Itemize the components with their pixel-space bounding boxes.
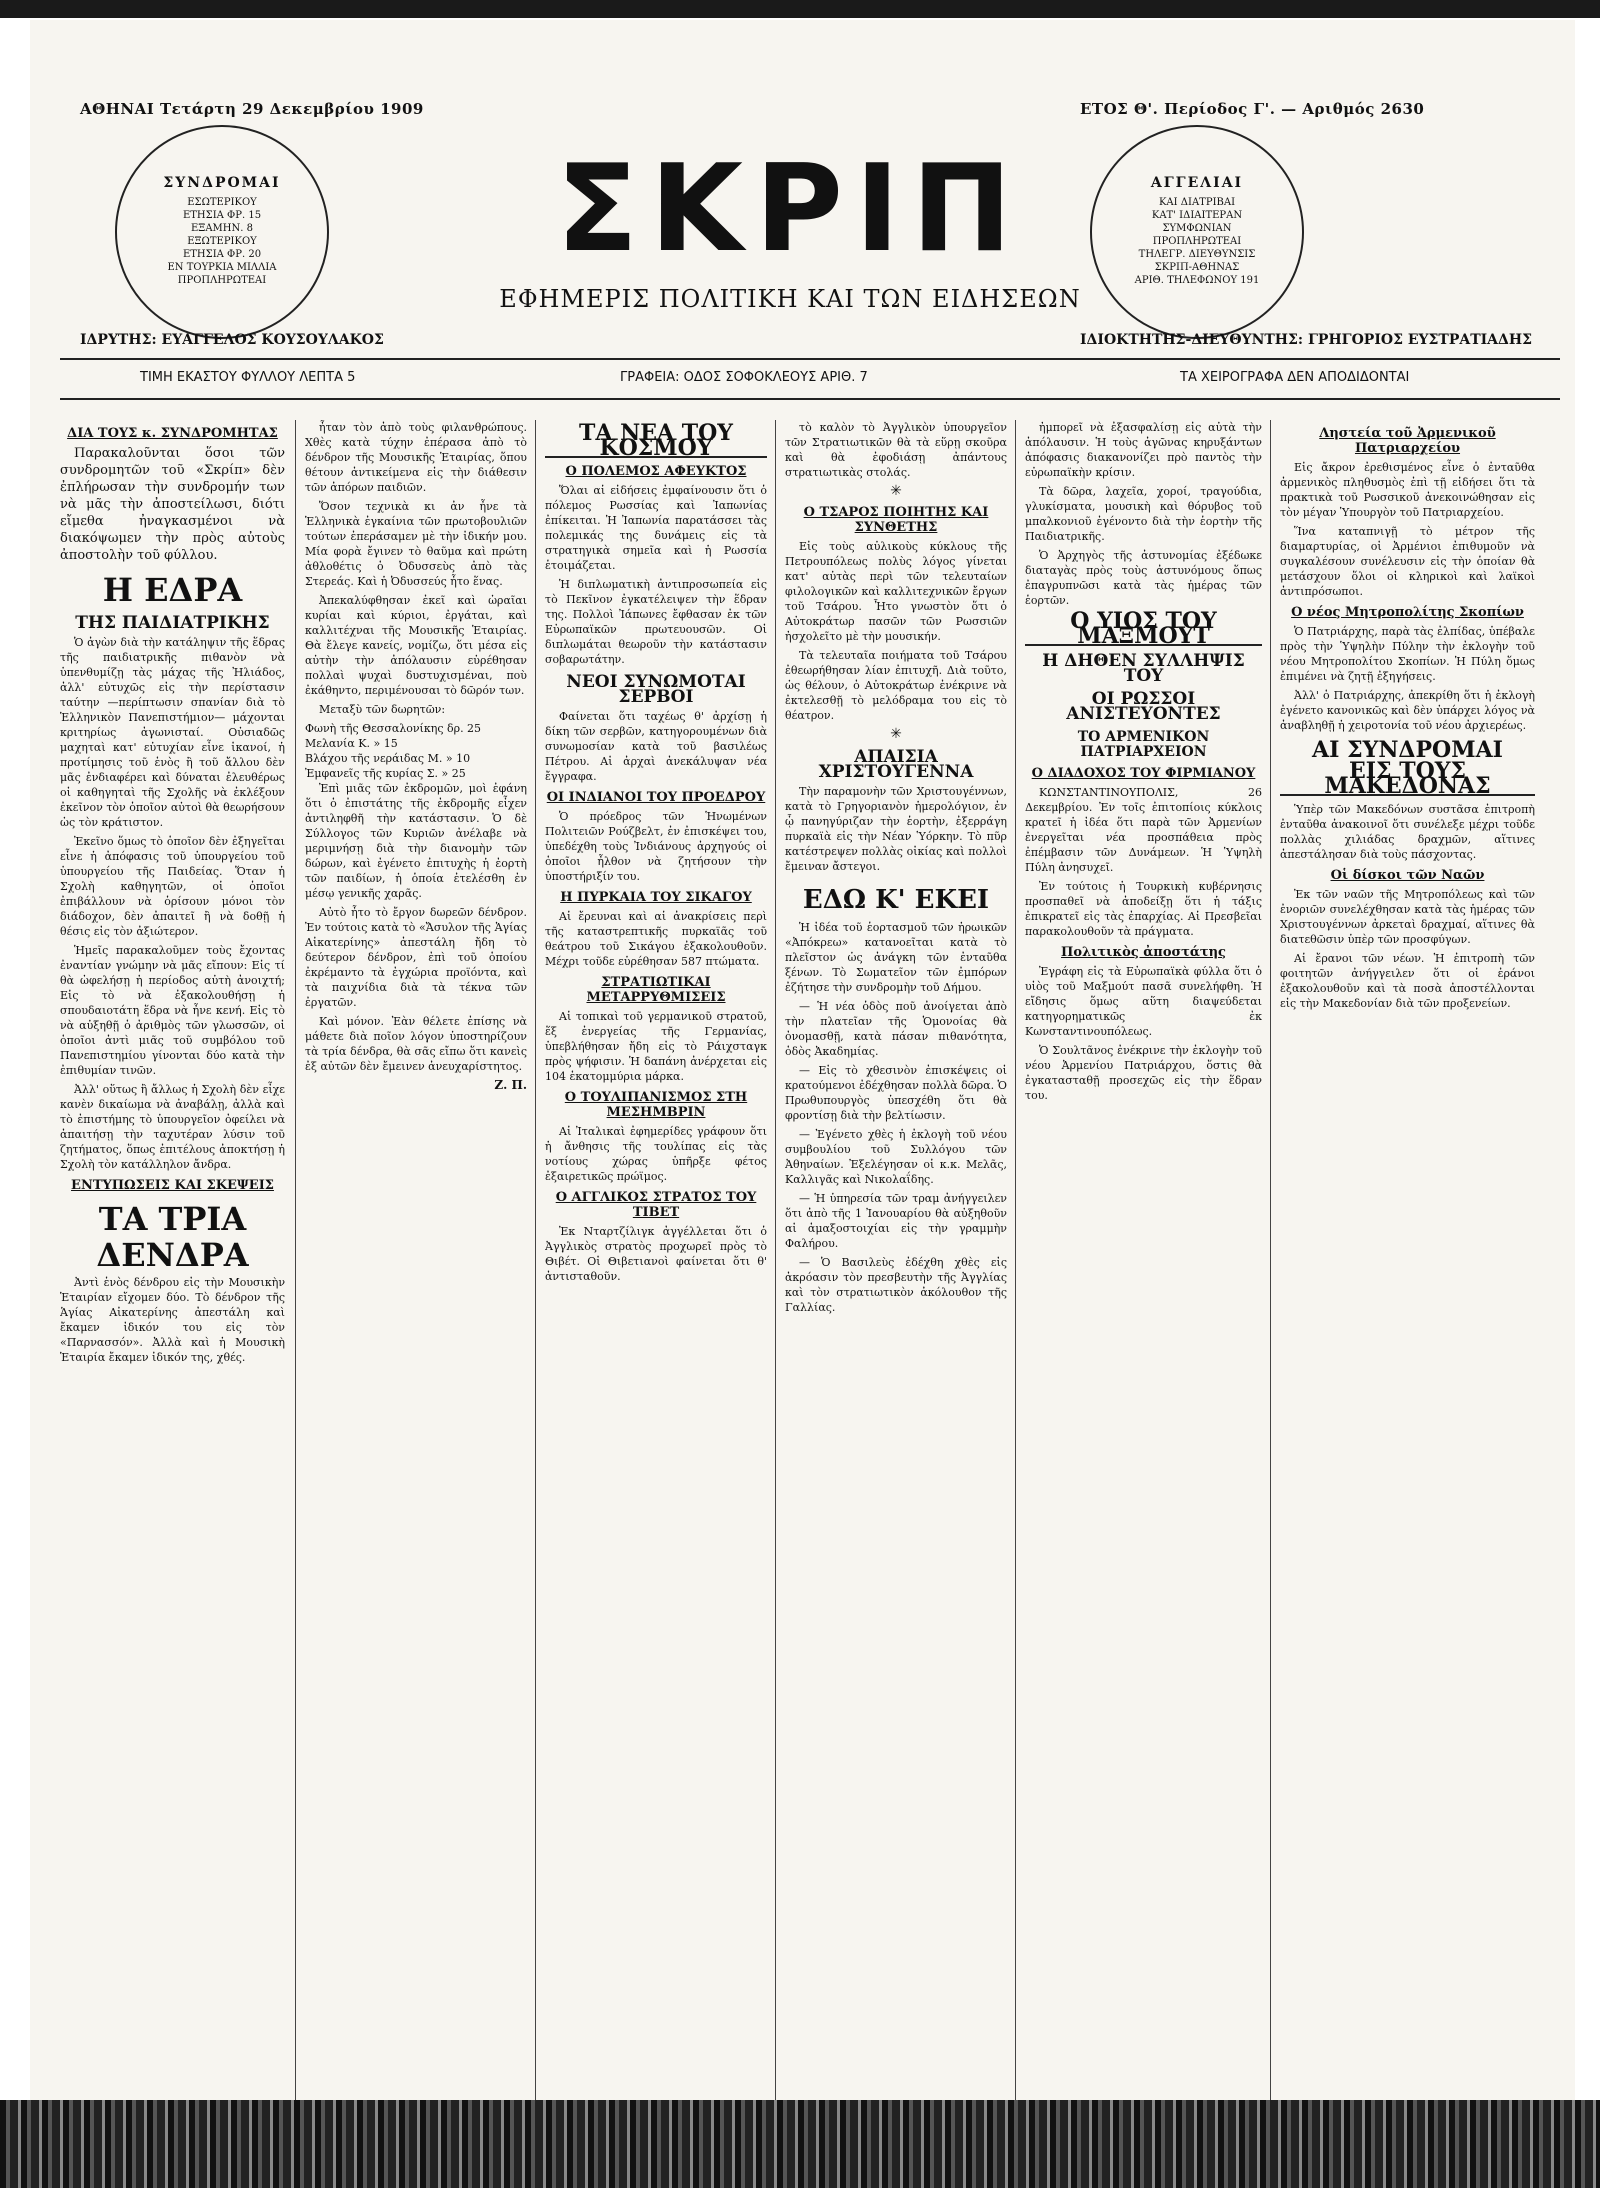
dateline: ΑΘΗΝΑΙ Τετάρτη 29 Δεκεμβρίου 1909 <box>80 100 424 118</box>
news-paragraph: τὸ καλὸν τὸ Ἀγγλικὸν ὑπουργεῖον τῶν Στρατιωτικῶν θὰ τὰ εὕρῃ σκοῦρα καὶ θὰ ἐφοδιάσῃ ἀπάντους στρατιωτικὰς στολάς. <box>785 421 1007 479</box>
feature-heading: ΕΙΣ ΤΟΥΣ ΜΑΚΕΔΟΝΑΣ <box>1280 764 1535 796</box>
notice-heading: ΔΙΑ ΤΟΥΣ κ. ΣΥΝΔΡΟΜΗΤΑΣ <box>67 426 278 441</box>
stamp-line: ΕΝ ΤΟΥΡΚΙΑ ΜΙΛΛΙΑ <box>167 262 277 273</box>
column-4 <box>785 420 1007 2100</box>
masthead-subtitle: ΕΦΗΜΕΡΙΣ ΠΟΛΙΤΙΚΗ ΚΑΙ ΤΩΝ ΕΙΔΗΣΕΩΝ <box>499 285 1081 313</box>
article-paragraph: Ἀλλ' οὕτως ἢ ἄλλως ἡ Σχολὴ δὲν εἶχε κανὲν δικαίωμα νὰ ἀναβάλῃ, ἀλλὰ καὶ τὸ ἐπιστήμης τὸ ὑπουργεῖον ὀφείλει νὰ ἀπαιτήσῃ τὴν ταχυτέραν λύσιν τοῦ ζητήματος, ὅπως ἐπιτέλους ἀποκτήσῃ ἡ Σχολὴ τὸν κατάλληλον ἄνδρα. <box>60 1083 285 1171</box>
news-heading: Ο νέος Μητροπολίτης Σκοπίων <box>1291 605 1524 620</box>
scan-edge-bottom <box>0 2100 1600 2188</box>
news-paragraph: Ἐκ Νταρτζίλιγκ ἀγγέλλεται ὅτι ὁ Ἀγγλικὸς στρατὸς προχωρεῖ πρὸς τὸ Θιβέτ. Οἱ Θιβετιανοὶ φαίνεται ὅτι θ' ἀντισταθοῦν. <box>545 1225 767 1283</box>
donor-list-item: Φωνὴ τῆς Θεσσαλονίκης δρ. 25 <box>305 722 482 735</box>
donor-list-item: Ἐμφανεῖς τῆς κυρίας Σ. » 25 <box>305 767 466 780</box>
news-paragraph: — Ὁ Βασιλεὺς ἐδέχθη χθὲς εἰς ἀκρόασιν τὸν πρεσβευτὴν τῆς Ἀγγλίας καὶ τὸν στρατιωτικὸν ἀκόλουθον τῆς Γαλλίας. <box>785 1256 1007 1314</box>
column-2 <box>305 420 527 2100</box>
news-heading: Ο ΠΟΛΕΜΟΣ ΑΦΕΥΚΤΟΣ <box>565 464 747 479</box>
news-paragraph: — Ἡ νέα ὁδὸς ποῦ ἀνοίγεται ἀπὸ τὴν πλατεῖαν τῆς Ὁμονοίας θὰ ὀνομασθῇ, κατὰ πάσαν πιθανότητα, ὁδὸς Ἀκαδημίας. <box>785 1000 1007 1058</box>
news-paragraph: Ἡ διπλωματικὴ ἀντιπροσωπεία εἰς τὸ Πεκῖνον ἐγκατέλειψεν τὴν ἕδραν της. Πολλοὶ Ἰάπωνες ἔφθασαν ἐκ τῶν Εὐρωπαϊκῶν πρωτευουσῶν. Οἱ διπλωμάται θεωροῦν τὴν κατάστασιν σοβαρωτάτην. <box>545 578 767 666</box>
stamp-line: ΕΞΑΜΗΝ. 8 <box>191 223 253 234</box>
stamp-line: ΠΡΟΠΛΗΡΩΤΕΑΙ <box>1152 236 1242 247</box>
section-heading: ΕΝΤΥΠΩΣΕΙΣ ΚΑΙ ΣΚΕΨΕΙΣ <box>71 1178 274 1193</box>
news-heading: ΟΙ ΙΝΔΙΑΝΟΙ ΤΟΥ ΠΡΟΕΔΡΟΥ <box>546 790 766 805</box>
stamp-line: ΑΡΙΘ. ΤΗΛΕΦΩΝΟΥ 191 <box>1134 275 1260 286</box>
advertising-stamp-title: ΑΓΓΕΛΙΑΙ <box>1150 175 1244 191</box>
price-line: ΤΙΜΗ ΕΚΑΣΤΟΥ ΦΥΛΛΟΥ ΛΕΠΤΑ 5 <box>140 370 356 385</box>
manuscripts-line: ΤΑ ΧΕΙΡΟΓΡΑΦΑ ΔΕΝ ΑΠΟΔΙΔΟΝΤΑΙ <box>1180 370 1410 385</box>
column-divider <box>535 420 536 2100</box>
donor-list-item: Μελανία Κ. » 15 <box>305 737 398 750</box>
column-5 <box>1025 420 1262 2100</box>
news-paragraph: Αἱ τοπικαὶ τοῦ γερμανικοῦ στρατοῦ, ἕξ ἐνεργείας τῆς Γερμανίας, ὑπεβλήθησαν ἤδη εἰς τὸ Ράιχσταγκ πρὸς ψήφισιν. Ἡ δαπάνη ἀνέρχεται εἰς 104 ἑκατομμύρια μάρκα. <box>545 1010 767 1083</box>
news-paragraph: Αἱ ἔρευναι καὶ αἱ ἀνακρίσεις περὶ τῆς καταστρεπτικῆς πυρκαϊᾶς τοῦ θεάτρου τοῦ Σικάγου ἐξακολουθοῦν. Μέχρι τοῦδε εὑρέθησαν 587 πτώματα. <box>545 910 767 968</box>
article-paragraph: Ὅσον τεχνικὰ κι ἀν ἦνε τὰ Ἑλληνικὰ ἐγκαίνια τῶν πρωτοβουλιῶν τούτων ἐπεράσαμεν μὲ τὴν ἰδικήν μου. Μία φορὰ ἔγινεν τὸ θαῦμα καὶ πρώτη ἀθλοθέτις ὁ Ὀδυσσεὺς ἀπὸ τὰς Στερεάς. Καὶ ἡ Ὀδυσσεύς ἦτο ἕνας. <box>305 500 527 588</box>
news-paragraph: Αἱ Ἰταλικαὶ ἐφημερίδες γράφουν ὅτι ἡ ἄνθησις τῆς τουλίπας εἰς τὰς νοτίους χώρας ὑπῆρξε φέτος ἐξαιρετικῶς πρώϊμος. <box>545 1125 767 1183</box>
news-heading: Ληστεία τοῦ Ἀρμενικοῦ Πατριαρχείου <box>1319 426 1496 456</box>
news-paragraph: Ἀλλ' ὁ Πατριάρχης, ἀπεκρίθη ὅτι ἡ ἐκλογὴ ἐγένετο κανονικῶς καὶ δὲν ὑπάρχει λόγος νὰ ἀναβληθῇ ἡ χειροτονία τοῦ νέου ἀρχιερέως. <box>1280 689 1535 732</box>
subscription-stamp <box>115 125 329 339</box>
stamp-line: ΚΑΤ' ΙΔΙΑΙΤΕΡΑΝ <box>1151 210 1243 221</box>
feature-heading: ΑΙ ΣΥΝΔΡΟΜΑΙ <box>1312 737 1503 763</box>
office-line: ΓΡΑΦΕΙΑ: ΟΔΟΣ ΣΟΦΟΚΛΕΟΥΣ ΑΡΙΘ. 7 <box>620 370 868 385</box>
notice-text: Παρακαλοῦνται ὅσοι τῶν συνδρομητῶν τοῦ «Σκρίπ» δὲν ἐπλήρωσαν τὴν συνδρομήν των νὰ μᾶς τὴν ἀποστείλωσι, διότι εἴμεθα ἠναγκασμένοι νὰ διακόψωμεν τὴν πρὸς αὐτοὺς ἀποστολὴν τοῦ φύλλου. <box>60 446 285 563</box>
separator-icon: ✳ <box>890 726 902 742</box>
article-paragraph: Καὶ μόνον. Ἐὰν θέλετε ἐπίσης νὰ μάθετε διὰ ποῖον λόγον ὑποστηρίζουν τὰ τρία δένδρα, θὰ σᾶς εἴπω ὅτι κανεὶς ἐξ αὐτῶν δὲν ἔμεινεν ἀνευχαρίστητος. <box>305 1015 527 1073</box>
news-paragraph: Ἵνα καταπνιγῇ τὸ μέτρον τῆς διαμαρτυρίας, οἱ Ἀρμένιοι ἐπιθυμοῦν νὰ συγκαλέσουν συνέλευσιν εἰς τὴν ὁποίαν θὰ μετάσχουν ὅλοι οἱ κληρικοὶ καὶ λαϊκοὶ ἀντιπρόσωποι. <box>1280 525 1535 598</box>
news-paragraph: Ὁ Πατριάρχης, παρὰ τὰς ἐλπίδας, ὑπέβαλε πρὸς τὴν Ὑψηλὴν Πύλην τὴν ἐκλογὴν τοῦ νέου Μητροπολίτου Σκοπίων. Ἡ Πύλη ὅμως ἐπιμένει νὰ ζητῇ ἐξηγήσεις. <box>1280 625 1535 683</box>
news-paragraph: Ὑπὲρ τῶν Μακεδόνων συστᾶσα ἐπιτροπὴ ἐνταῦθα ἀνακοινοῖ ὅτι συνέλεξε μέχρι τοῦδε πολλὰς χιλιάδας δραχμῶν, αἵτινες ἀπεστάλησαν διὰ τοὺς πάσχοντας. <box>1280 803 1535 861</box>
feature-subheading: ΟΙ ΡΩΣΣΟΙ ΑΝΙΣΤΕΥΟΝΤΕΣ <box>1066 689 1221 724</box>
feature-subheading: Η ΔΗΘΕΝ ΣΥΛΛΗΨΙΣ ΤΟΥ <box>1042 651 1245 686</box>
news-heading: ΑΠΑΙΣΙΑ ΧΡΙΣΤΟΥΓΕΝΝΑ <box>818 747 974 782</box>
column-1 <box>60 420 285 2100</box>
column-divider <box>1015 420 1016 2100</box>
news-heading: Ο ΑΓΓΛΙΚΟΣ ΣΤΡΑΤΟΣ ΤΟΥ ΤΙΒΕΤ <box>555 1190 757 1220</box>
news-heading: ΣΤΡΑΤΙΩΤΙΚΑΙ ΜΕΤΑΡΡΥΘΜΙΣΕΙΣ <box>586 975 726 1005</box>
feature-subheading: Ο ΔΙΑΔΟΧΟΣ ΤΟΥ ΦΙΡΜΙΑΝΟΥ <box>1031 766 1256 781</box>
news-paragraph: Τὰ δῶρα, λαχεῖα, χοροί, τραγούδια, γλυκίσματα, μουσικὴ καὶ θόρυβος τοῦ μπαλκονιοῦ ἐγένοντο διὰ τὴν ἑορτὴν τῆς Παιδιατρικῆς. <box>1025 485 1262 543</box>
donor-list-title: Μεταξὺ τῶν δωρητῶν: <box>319 703 446 716</box>
article-paragraph: ἦταν τὸν ἀπὸ τοὺς φιλανθρώπους. Χθὲς κατὰ τύχην ἐπέρασα ἀπὸ τὸ δένδρον τῆς Μουσικῆς Ἑταιρίας, ὅπου θέτουν ἀντικείμενα εἰς τὴν διάθεσιν τῶν ἀπόρων παιδιῶν. <box>305 421 527 494</box>
world-news-heading: ΤΑ ΝΕΑ ΤΟΥ ΚΟΣΜΟΥ <box>545 426 767 458</box>
column-6 <box>1280 420 1535 2100</box>
stamp-line: ΣΚΡΙΠ-ΑΘΗΝΑΣ <box>1154 262 1240 273</box>
header-rule-bottom <box>60 398 1560 400</box>
article-heading-trees: ΤΑ ΤΡΙΑ ΔΕΝΔΡΑ <box>96 1200 249 1274</box>
column-divider <box>775 420 776 2100</box>
news-paragraph: ἠμπορεῖ νὰ ἐξασφαλίσῃ εἰς αὐτὰ τὴν ἀπόλαυσιν. Ἡ τοὺς ἀγῶνας κηρυξάντων ἀπόφασις διακανονίζει πρὸ παντὸς τὴν εὐρωπαϊκὴν κρίσιν. <box>1025 421 1262 479</box>
feature-heading: Ο ΥΙΟΣ ΤΟΥ ΜΑΞΜΟΥΤ <box>1025 614 1262 646</box>
article-subheading: ΤΗΣ ΠΑΙΔΙΑΤΡΙΚΗΣ <box>75 613 270 633</box>
news-heading: ΝΕΟΙ ΣΥΝΩΜΟΤΑΙ ΣΕΡΒΟΙ <box>566 672 746 707</box>
article-paragraph: Ἐκεῖνο ὅμως τὸ ὁποῖον δὲν ἐξηγεῖται εἶνε ἡ ἀπόφασις τοῦ ὑπουργείου τοῦ ὑπουργείου τῆς Παιδείας. Ὅταν ἡ Σχολὴ καθηγητῶν, οἱ ὁποῖοι ἐπιβάλλουν νὰ ὁρίσουν μόνοι τὸν διάδοχον, δὲν ἀπαιτεῖ ἢ νὰ δοθῇ ἡ θέσις εἰς τὸν ἀξιώτερον. <box>60 835 285 938</box>
header-rule <box>60 358 1560 360</box>
news-heading: Ο ΤΣΑΡΟΣ ΠΟΙΗΤΗΣ ΚΑΙ ΣΥΝΘΕΤΗΣ <box>803 505 989 535</box>
column-divider <box>295 420 296 2100</box>
news-heading: Η ΠΥΡΚΑΙΑ ΤΟΥ ΣΙΚΑΓΟΥ <box>560 890 752 905</box>
stamp-line: ΣΥΜΦΩΝΙΑΝ <box>1162 223 1232 234</box>
news-paragraph: Ὁ Ἀρχηγὸς τῆς ἀστυνομίας ἐξέδωκε διαταγὰς πρὸς τοὺς ἀστυνόμους ὅπως ἐπαγρυπνῶσι κατὰ τὰς ἡμέρας τῶν ἑορτῶν. <box>1025 549 1262 607</box>
stamp-line: ΕΣΩΤΕΡΙΚΟΥ <box>187 197 257 208</box>
column-divider <box>1270 420 1271 2100</box>
stamp-line: ΠΡΟΠΛΗΡΩΤΕΑΙ <box>177 275 267 286</box>
article-paragraph: Ἐπὶ μιᾶς τῶν ἐκδρομῶν, μοὶ ἐφάνη ὅτι ὁ ἐπιστάτης τῆς ἐκδρομῆς εἶχεν ἀντιληφθῆ τὴν κατάστασιν. Ὁ δὲ Σύλλογος τῶν Κυριῶν ἀνέλαβε νὰ μεριμνήσῃ διὰ τὴν διανομὴν τῶν δώρων, καὶ ἐγένετο ἐπιτυχὴς ἡ ἐορτὴ τῶν παιδίων, ἡ ὁποία ἐτελέσθη ἐν μέσῳ γενικῆς χαρᾶς. <box>305 782 527 900</box>
masthead-title: ΣΚΡΙΠ <box>556 140 1024 279</box>
news-paragraph: Εἰς τοὺς αὐλικοὺς κύκλους τῆς Πετρουπόλεως πολὺς λόγος γίνεται κατ' αὐτὰς περὶ τῶν τελευταίων φιλολογικῶν καὶ καλλιτεχνικῶν ἔργων τοῦ Τσάρου. Ἦτο γνωστὸν ὅτι ὁ Αὐτοκράτωρ πασῶν τῶν Ρωσσιῶν ἠσχολεῖτο μὲ τὴν μουσικήν. <box>785 540 1007 643</box>
stamp-line: ΤΗΛΕΓΡ. ΔΙΕΥΘΥΝΣΙΣ <box>1138 249 1256 260</box>
news-paragraph: Ὁ Σουλτᾶνος ἐνέκρινε τὴν ἐκλογὴν τοῦ νέου Ἀρμενίου Πατριάρχου, ὅστις θὰ ἐγκατασταθῇ προσεχῶς εἰς τὴν ἕδραν του. <box>1025 1044 1262 1102</box>
separator-icon: ✳ <box>890 483 902 499</box>
article-paragraph: Ἀπεκαλύφθησαν ἐκεῖ καὶ ὡραῖαι κυρίαι καὶ κύριοι, ἐργάται, καὶ καλλιτέχναι τῆς Μουσικῆς Ἑταιρίας. Θὰ ἔλεγε κανείς, νομίζω, ὅτι μέσα εἰς αὐτὴν τὴν ἀπόλαυσιν εὑρέθησαν πολλαὶ ψυχαὶ δυστυχισμέναι, ποὺ ἐκάθηντο, περιμένουσαι τὸ δῶρόν των. <box>305 594 527 697</box>
news-paragraph: Ἐν τούτοις ἡ Τουρκικὴ κυβέρνησις προσπαθεῖ νὰ ἀποδείξῃ ὅτι ἡ τάξις ἐπικρατεῖ εἰς τὰς ἐπαρχίας. Αἱ Πρεσβεῖαι παρακολουθοῦν τὰ πράγματα. <box>1025 880 1262 938</box>
news-heading: Οἱ δίσκοι τῶν Ναῶν <box>1330 868 1485 883</box>
stamp-line: ΕΤΗΣΙΑ ΦΡ. 15 <box>182 210 262 221</box>
news-paragraph: — Εἰς τὸ χθεσινὸν ἐπισκέψεις οἱ κρατούμενοι ἐδέχθησαν πολλὰ δῶρα. Ὁ Πρωθυπουργὸς ὑπεσχέθη ὅτι θὰ φροντίσῃ διὰ τὴν βελτίωσιν. <box>785 1064 1007 1122</box>
donor-list-item: Βλάχου τῆς νεράιδας Μ. » 10 <box>305 752 471 765</box>
issue-number: ΕΤΟΣ Θ'. Περίοδος Γ'. — Αριθμός 2630 <box>1080 100 1425 118</box>
editor-line: ΙΔΙΟΚΤΗΤΗΣ-ΔΙΕΥΘΥΝΤΗΣ: ΓΡΗΓΟΡΙΟΣ ΕΥΣΤΡΑΤΙΑΔΗΣ <box>1080 332 1533 348</box>
news-heading: Πολιτικὸς ἀποστάτης <box>1061 945 1226 960</box>
news-paragraph: — Ἐγένετο χθὲς ἡ ἐκλογὴ τοῦ νέου συμβουλίου τοῦ Συλλόγου τῶν Ἀθηναίων. Ἐξελέγησαν οἱ κ.κ. Μελᾶς, Καλλιγᾶς καὶ Νικολαΐδης. <box>785 1128 1007 1186</box>
stamp-line: ΚΑΙ ΔΙΑΤΡΙΒΑΙ <box>1158 197 1236 208</box>
scan-edge-top <box>0 0 1600 18</box>
stamp-line: ΕΤΗΣΙΑ ΦΡ. 20 <box>182 249 262 260</box>
founder-line: ΙΔΡΥΤΗΣ: ΕΥΑΓΓΕΛΟΣ ΚΟΥΣΟΥΛΑΚΟΣ <box>80 332 384 348</box>
advertising-stamp <box>1090 125 1304 339</box>
feature-subheading: ΤΟ ΑΡΜΕΝΙΚΟΝ ΠΑΤΡΙΑΡΧΕΙΟΝ <box>1077 729 1210 760</box>
news-paragraph: Φαίνεται ὅτι ταχέως θ' ἀρχίσῃ ἡ δίκη τῶν σερβῶν, κατηγορουμένων διὰ συνωμοσίαν κατὰ τοῦ βασιλέως Πέτρου. Αἱ ἀρχαὶ ἀνεκάλυψαν νέα ἔγγραφα. <box>545 710 767 783</box>
news-paragraph: Ἐγράφη εἰς τὰ Εὐρωπαϊκὰ φύλλα ὅτι ὁ υἱὸς τοῦ Μαξμούτ πασᾶ συνελήφθη. Ἡ εἴδησις ὅμως αὕτη διαψεύδεται κατηγορηματικῶς ἐκ Κωνσταντινουπόλεως. <box>1025 965 1262 1038</box>
news-paragraph: Αἱ ἔρανοι τῶν νέων. Ἡ ἐπιτροπὴ τῶν φοιτητῶν ἀνήγγειλεν ὅτι οἱ ἐράνοι ἐξακολουθοῦν καὶ τὰ ποσὰ ἀποστέλλονται εἰς τὴν Μακεδονίαν διὰ τῶν προξενείων. <box>1280 952 1535 1010</box>
news-paragraph: Τὴν παραμονὴν τῶν Χριστουγέννων, κατὰ τὸ Γρηγοριανὸν ἡμερολόγιον, ἐν ᾧ πανηγύριζαν τὴν ἑορτὴν, ἐξερράγη πυρκαϊὰ εἰς τὴν Νέαν Ὑόρκην. Τὸ πῦρ κατέστρεψεν πολλὰς οἰκίας καὶ πολλοὶ ἔμειναν ἄστεγοι. <box>785 785 1007 873</box>
news-heading: Ο ΤΟΥΛΙΠΑΝΙΣΜΟΣ ΣΤΗ ΜΕΣΗΜΒΡΙΝ <box>564 1090 748 1120</box>
news-paragraph: Ἡ ἰδέα τοῦ ἑορτασμοῦ τῶν ἡρωικῶν «Ἀπόκρεω» κατανοεῖται κατὰ τὸ πλεῖστον ὡς ἀνάγκη τῶν ἐνταῦθα ξένων. Τὸ Σωματεῖον τῶν ἐμπόρων ἐζήτησε τὴν συνδρομὴν τοῦ Δήμου. <box>785 921 1007 994</box>
news-paragraph: Ἐκ τῶν ναῶν τῆς Μητροπόλεως καὶ τῶν ἐνοριῶν συνελέχθησαν κατὰ τὰς ἡμέρας τῶν Χριστουγέννων ἀρκεταὶ δραχμαί, αἵτινες θὰ διατεθῶσιν ὑπὲρ τῶν προσφύγων. <box>1280 888 1535 946</box>
article-paragraph: Αὐτὸ ἦτο τὸ ἔργον δωρεῶν δένδρον. Ἐν τούτοις κατὰ τὸ «Ἄσυλον τῆς Ἁγίας Αἰκατερίνης» ἀπεστάλη ἤδη τὸ δεύτερον δένδρον, ἐπὶ τοῦ ὁποίου ἐκρέμαντο τὰ ἐγχώρια προϊόντα, καὶ τὰ παιχνίδια διὰ τὰ τέκνα τῶν ἐργατῶν. <box>305 906 527 1009</box>
news-paragraph: Εἰς ἄκρον ἐρεθισμένος εἶνε ὁ ἐνταῦθα ἀρμενικὸς πληθυσμὸς ἐπὶ τῇ εἰδήσει ὅτι τὰ πρακτικὰ τοῦ Ρωσσικοῦ ἀνεκοινώθησαν εἰς τὸν μέγαν Ὑπουργὸν τοῦ Πατριαρχείου. <box>1280 461 1535 519</box>
news-paragraph: Ὁ πρόεδρος τῶν Ἡνωμένων Πολιτειῶν Ρούζβελτ, ἐν ἐπισκέψει του, ὑπεδέχθη τοὺς Ἰνδιάνους ἀρχηγούς οἱ ὁποῖοι ἦλθον νὰ ζητήσουν τὴν ὑποστήριξίν του. <box>545 810 767 883</box>
news-paragraph: — Ἡ ὑπηρεσία τῶν τραμ ἀνήγγειλεν ὅτι ἀπὸ τῆς 1 Ἰανουαρίου θὰ αὐξηθοῦν αἱ ἁμαξοστοιχίαι εἰς τὴν γραμμὴν Φαλήρου. <box>785 1192 1007 1250</box>
news-paragraph: Τὰ τελευταῖα ποιήματα τοῦ Τσάρου ἐθεωρήθησαν λίαν ἐπιτυχῆ. Διὰ τοῦτο, ὡς θέλουν, ὁ Αὐτοκράτωρ ἐνέκρινε νὰ ἐκτελεσθῇ τὸ μελόδραμα του εἰς τὸ θέατρον. <box>785 649 1007 722</box>
column-3 <box>545 420 767 2100</box>
article-paragraph: Ὁ ἀγὼν διὰ τὴν κατάληψιν τῆς ἕδρας τῆς παιδιατρικῆς πιθανὸν νὰ ὑπενθυμίζῃ τὰς μάχας τῆς Ἠλιάδος, ἀλλ' εὐτυχῶς εἰς τὴν περίστασιν ταύτην —περίπτωσιν σπανίαν διὰ τὸ Ἑλληνικὸν Πανεπιστήμιον— μάχονται κριτηρίως ἀγωνισταί. Οὐσιαδῶς μαχηταὶ κατ' εὐτυχίαν εἶνε ἱκανοί, ἡ προτίμησις τοῦ ἑνὸς ἢ τοῦ ἄλλου δὲν μᾶς ἐνδιαφέρει καὶ δύναται ἐλευθέρως οἱ καθηγηταὶ τῆς Σχολῆς νὰ ἐκλέξουν ἐκεῖνον τὸν ὁποῖον αὐτοὶ θὰ θεωρήσουν ὡς τὸν κράτιστον. <box>60 636 285 829</box>
article-paragraph: Ἡμεῖς παρακαλοῦμεν τοὺς ἔχοντας ἐναντίαν γνώμην νὰ μᾶς εἴπουν: Εἰς τί θὰ ὠφελήσῃ ἡ περίοδος αὐτὴ ἀνοιχτή; Εἰς τὸ νὰ ἐξακολουθήσῃ ἡ σπουδαιοτάτη ἕδρα νὰ ἦνε κενή. Εἰς τὸ νὰ αὐξηθῇ ὁ ἀριθμὸς τῶν γλωσσῶν, οἱ ὁποῖοι ἀντὶ μιᾶς τοῦ συμβόλου τοῦ Πανεπιστημίου γίνονται δύο κατὰ τὴν ἐπιθυμίαν τινῶν. <box>60 944 285 1077</box>
news-paragraph: Ὅλαι αἱ εἰδήσεις ἐμφαίνουσιν ὅτι ὁ πόλεμος Ρωσσίας καὶ Ἰαπωνίας ἐπίκειται. Ἡ Ἰαπωνία παρατάσσει τὰς πολεμικάς της δυνάμεις εἰς τὰ στρατηγικὰ σημεῖα καὶ ἡ Ρωσσία ἑτοιμάζεται. <box>545 484 767 572</box>
article-heading-edra: Η ΕΔΡΑ <box>102 571 243 609</box>
article-paragraph: Ἀντὶ ἑνὸς δένδρου εἰς τὴν Μουσικὴν Ἑταιρίαν εἴχομεν δύο. Τὸ δένδρον τῆς Ἁγίας Αἰκατερίνης ἀπεστάλη καὶ ἔκαμεν ἰδικόν του εἰς τὸν «Παρνασσόν». Ἀλλὰ καὶ ἡ Μουσικὴ Ἑταιρία ἔκαμεν ἰδικόν της, χθές. <box>60 1276 285 1364</box>
subscription-stamp-title: ΣΥΝΔΡΟΜΑΙ <box>163 175 281 191</box>
news-heading-here-there: ΕΔΩ Κ' ΕΚΕΙ <box>802 885 990 915</box>
stamp-line: ΕΞΩΤΕΡΙΚΟΥ <box>187 236 257 247</box>
news-paragraph: ΚΩΝΣΤΑΝΤΙΝΟΥΠΟΛΙΣ, 26 Δεκεμβρίου. Ἐν τοῖς ἐπιτοπίοις κύκλοις κρατεῖ ἡ ἰδέα ὅτι παρὰ τῶν Ἀρμενίων ἐνεργεῖται νέα προσπάθεια πρὸς ἐπέμβασιν τῶν Δυνάμεων. Ἡ Ὑψηλὴ Πύλη ἀνησυχεῖ. <box>1025 786 1262 874</box>
article-signature: Ζ. Π. <box>494 1078 527 1092</box>
